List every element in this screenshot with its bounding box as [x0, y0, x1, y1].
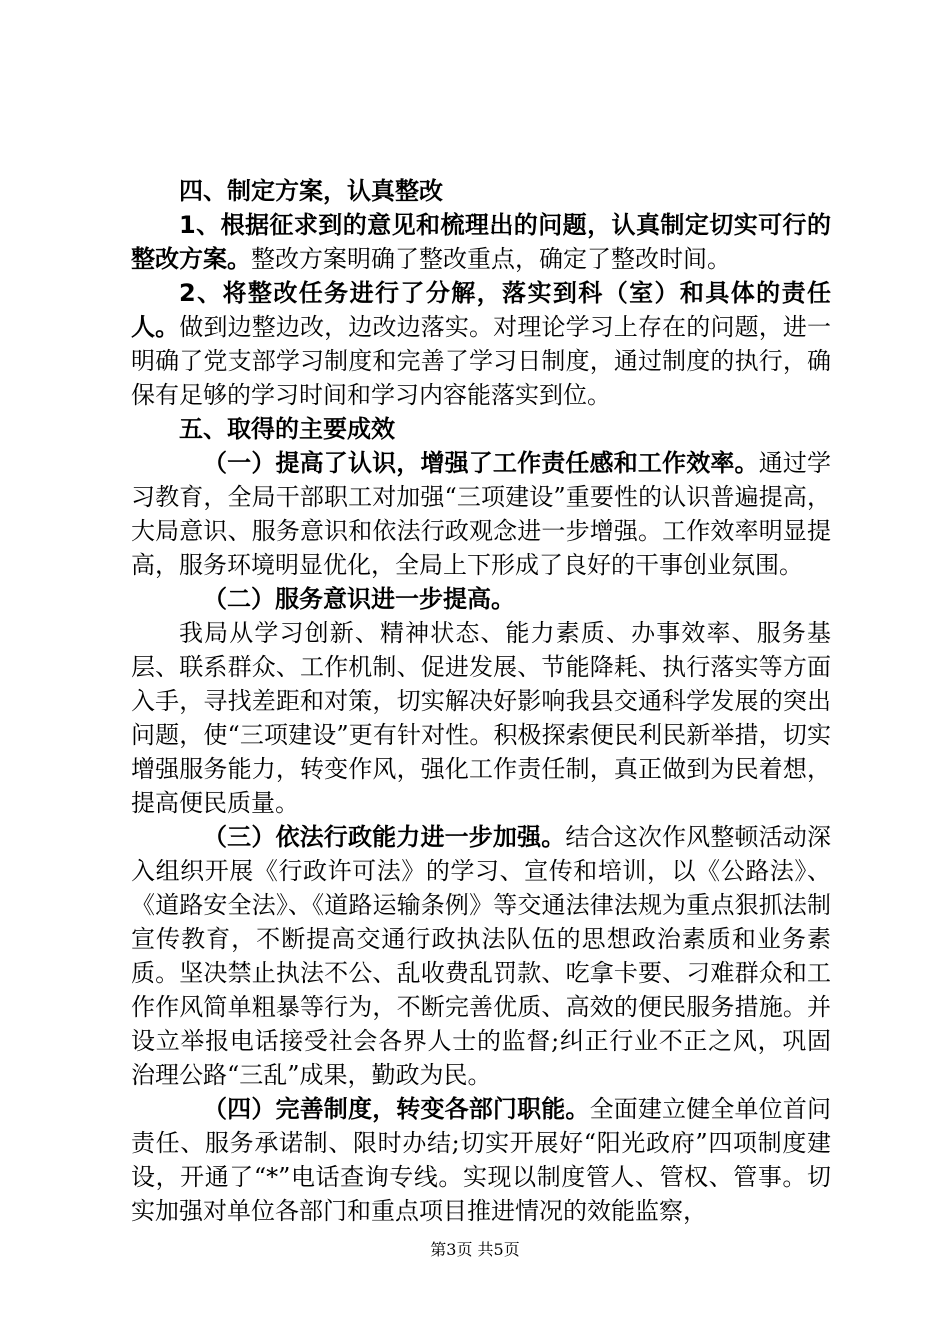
section-heading-four-text: 四、制定方案，认真整改 — [179, 177, 443, 205]
subsection-1 — [131, 446, 831, 582]
section-heading-five-text: 五、取得的主要成效 — [179, 415, 395, 443]
paragraph-2-text: 做到边整边改，边改边落实。对理论学习上存在的问题，进一明确了党支部学习制度和完善了学习日制度，通过制度的执行，确保有足够的学习时间和学习内容能落实到位。 — [131, 313, 832, 409]
section-heading-four — [131, 174, 831, 208]
subsection-4 — [131, 1092, 831, 1228]
subsection-4-lead: （四）完善制度，转变各部门职能。 — [203, 1095, 590, 1123]
subsection-1-text: 通过学习教育，全局干部职工对加强“三项建设”重要性的认识普遍提高，大局意识、服务意识和依法行政观念进一步增强。工作效率明显提高，服务环境明显优化，全局上下形成了良好的干事创业氛围。 — [131, 449, 832, 579]
paragraph-2-lead: 2、将整改任务进行了分解，落实到科（室）和具体的责任人。 — [131, 279, 831, 341]
paragraph-2 — [131, 276, 831, 412]
subsection-3 — [131, 820, 831, 1092]
subsection-3-text: 结合这次作风整顿活动深入组织开展《行政许可法》的学习、宣传和培训，以《公路法》、《道路安全法》、《道路运输条例》等交通法律法规为重点狠抓法制宣传教育，不断提高交通行政执法队伍的思想政治素质和业务素质。坚决禁止执法不公、乱收费乱罚款、吃拿卡要、刁难群众和工作作风简单粗暴等行为，不断完善优质、高效的便民服务措施。并设立举报电话接受社会各界人士的监督;纠正行业不正之风，巩固治理公路“三乱”成果，勤政为民。 — [131, 823, 832, 1089]
subsection-2-heading — [131, 582, 831, 616]
subsection-2-text: 我局从学习创新、精神状态、能力素质、办事效率、服务基层、联系群众、工作机制、促进发展、节能降耗、执行落实等方面入手，寻找差距和对策，切实解决好影响我县交通科学发展的突出问题，使“三项建设”更有针对性。积极探索便民利民新举措，切实增强服务能力，转变作风，强化工作责任制，真正做到为民着想，提高便民质量。 — [131, 619, 831, 817]
paragraph-1 — [131, 208, 831, 276]
document-body — [131, 174, 831, 1228]
subsection-3-lead: （三）依法行政能力进一步加强。 — [203, 823, 566, 851]
subsection-2-lead: （二）服务意识进一步提高。 — [203, 585, 515, 613]
section-heading-five — [131, 412, 831, 446]
subsection-2-paragraph — [131, 616, 831, 820]
paragraph-1-text: 整改方案明确了整改重点，确定了整改时间。 — [251, 245, 731, 273]
subsection-4-text: 全面建立健全单位首问责任、服务承诺制、限时办结;切实开展好“阳光政府”四项制度建设，开通了“*”电话查询专线。实现以制度管人、管权、管事。切实加强对单位各部门和重点项目推进情况的效能监察， — [131, 1095, 832, 1225]
page-footer — [0, 1240, 950, 1260]
subsection-1-lead: （一）提高了认识，增强了工作责任感和工作效率。 — [203, 449, 759, 477]
page-number-label: 第3页 共5页 — [430, 1240, 520, 1259]
paragraph-1-lead: 1、根据征求到的意见和梳理出的问题，认真制定切实可行的整改方案。 — [131, 211, 831, 273]
